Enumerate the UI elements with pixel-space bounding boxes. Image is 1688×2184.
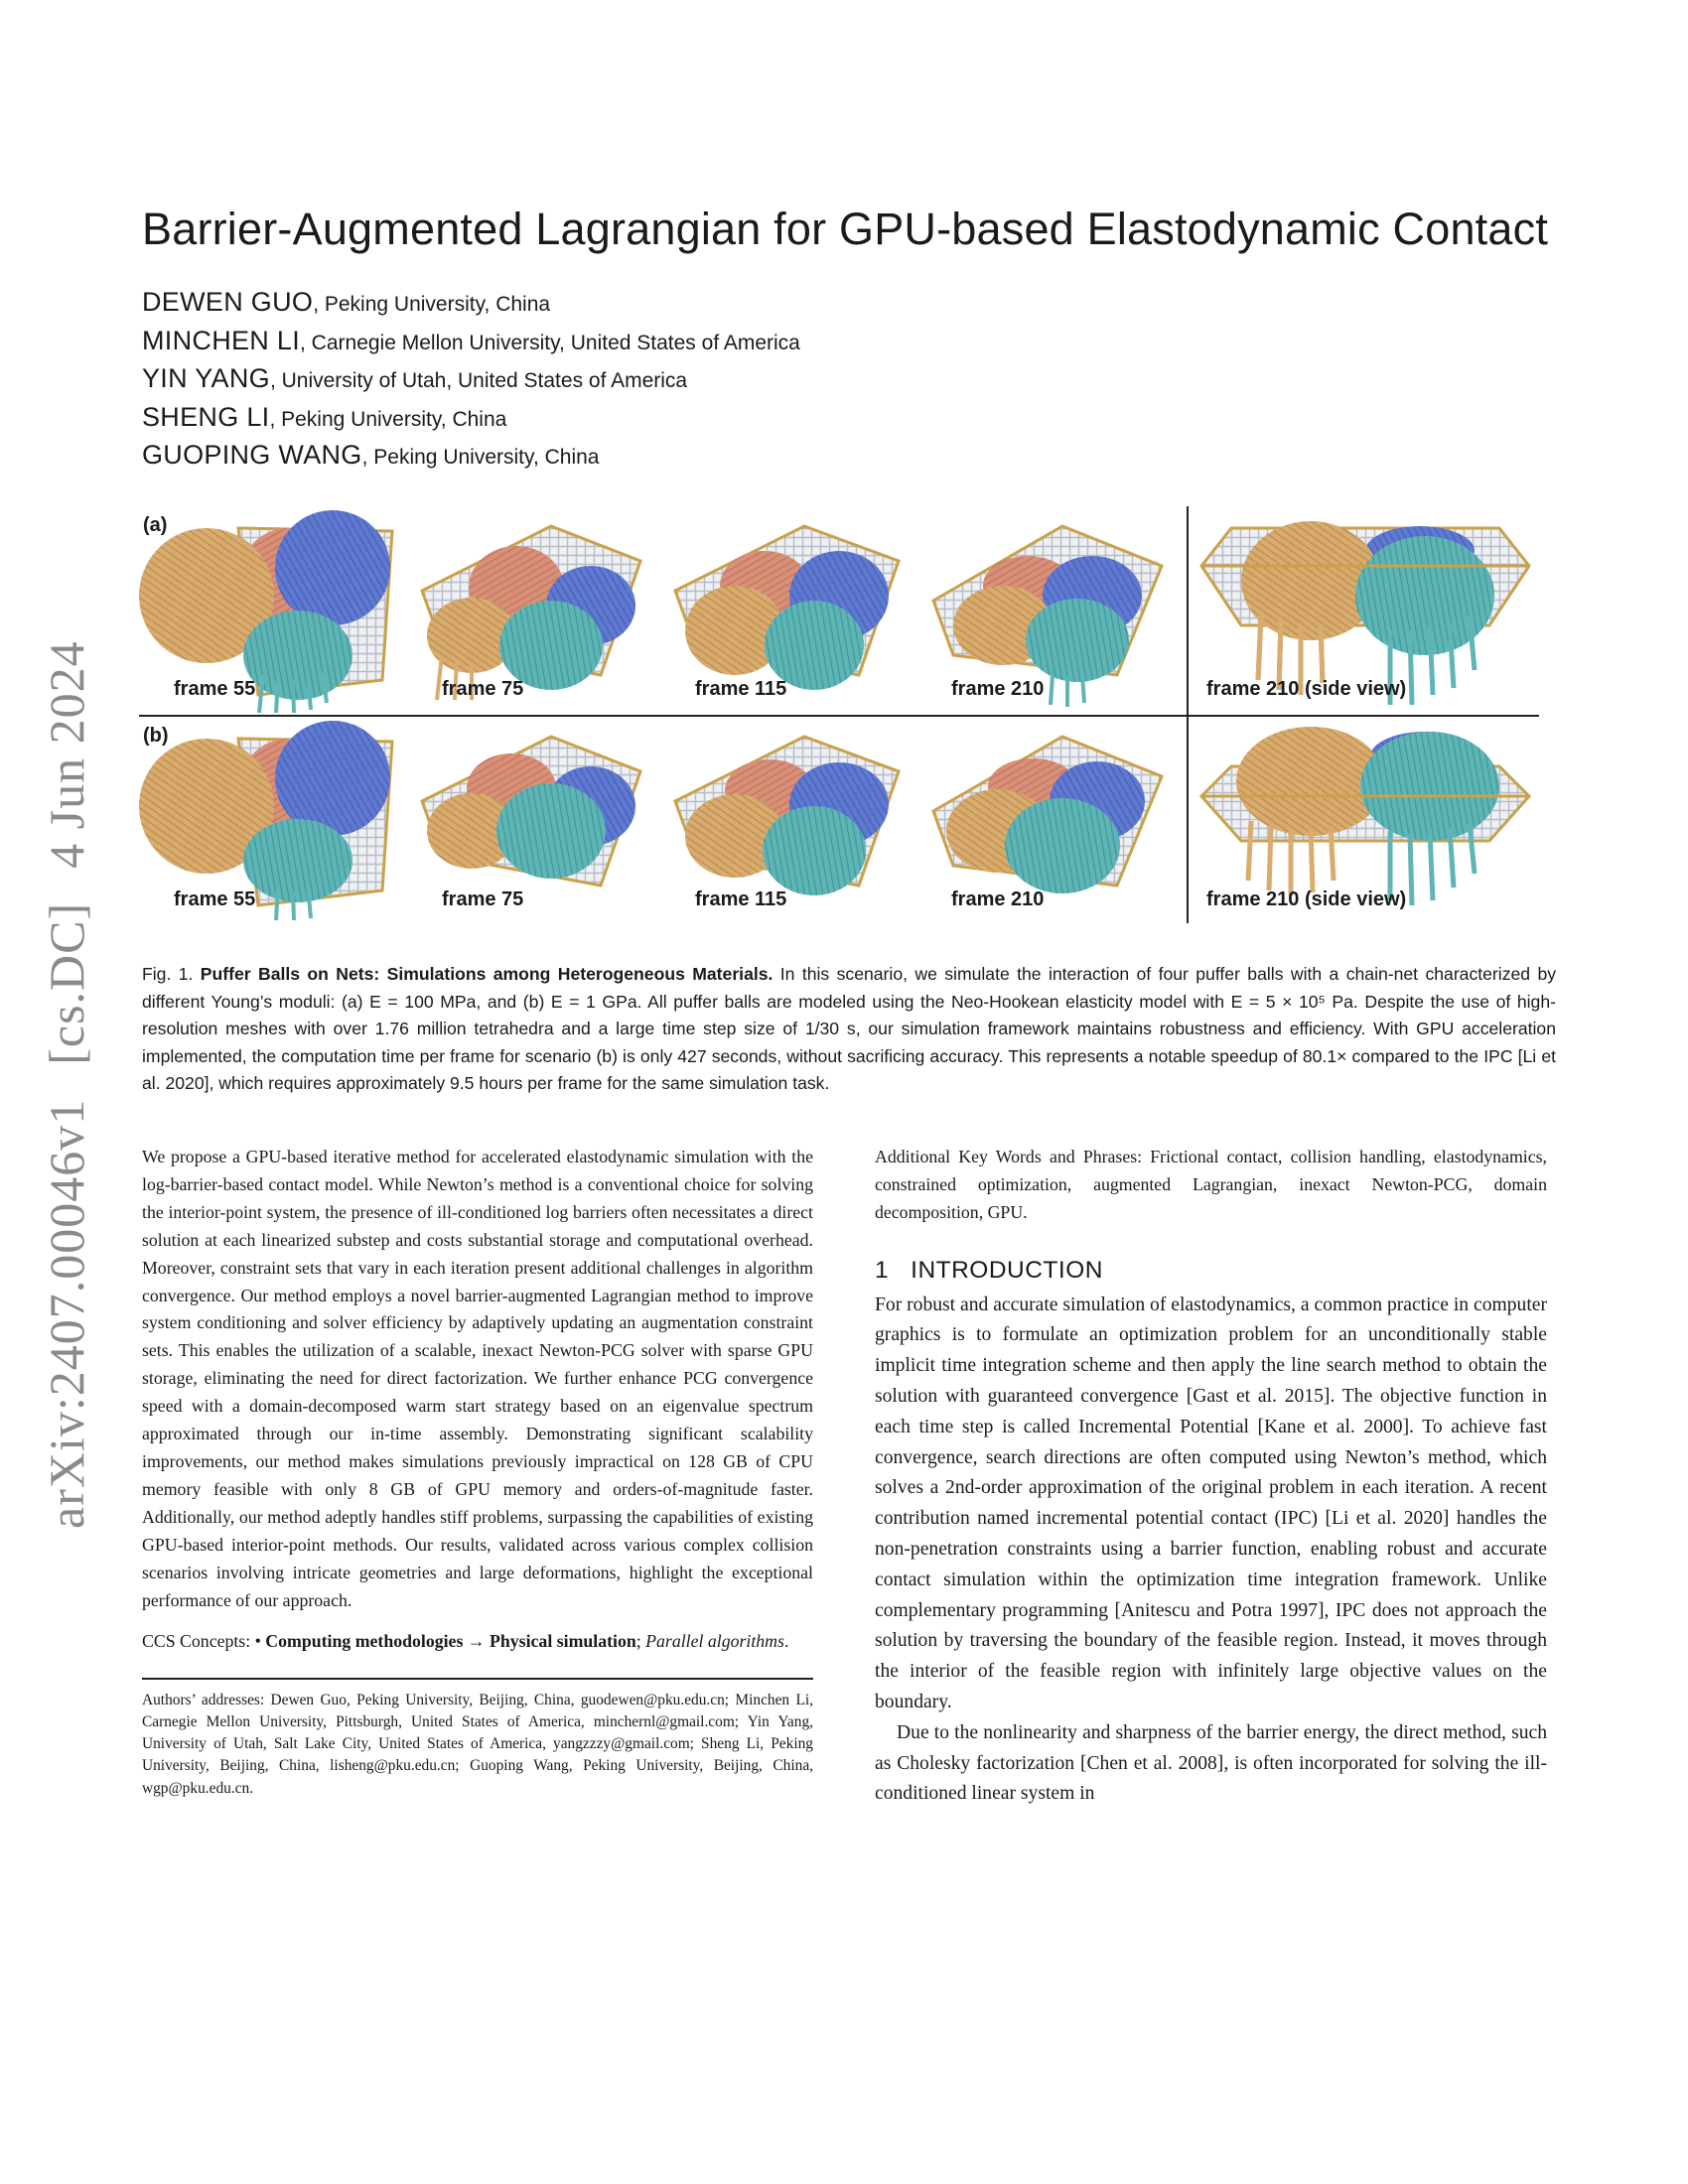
row-label: (b) (143, 725, 169, 747)
panel-caption: frame 210 (side view) (1206, 678, 1407, 700)
render-panel-side-view (1192, 717, 1539, 925)
arxiv-category: [cs.DC] (39, 901, 94, 1065)
figure-row-b (139, 717, 1539, 925)
row-label: (a) (143, 514, 168, 536)
author-affiliation: , Peking University, China (313, 293, 551, 316)
author-affiliation: , Peking University, China (269, 407, 507, 431)
panel-caption: frame 210 (side view) (1206, 888, 1407, 910)
panel-caption: frame 75 (442, 888, 524, 910)
render-panel-frame-75 (402, 506, 655, 715)
footnote-rule (142, 1678, 813, 1680)
ccs-concept-primary: Computing methodologies → Physical simulation (265, 1631, 636, 1652)
paper-title: Barrier-Augmented Lagrangian for GPU-based Elastodynamic Contact (142, 204, 1549, 254)
author-name: SHENG LI (142, 401, 270, 432)
left-column (142, 1144, 813, 1800)
render-panel-frame-210 (914, 717, 1187, 925)
puffer-balls-render (402, 717, 655, 925)
puffer-balls-render (402, 506, 655, 715)
ccs-prefix: CCS Concepts: • (142, 1631, 266, 1652)
additional-keywords: Additional Key Words and Phrases: Frictional contact, collision handling, elastodynamics, constrained optimization, augmented Lagrangian, inexact Newton-PCG, domain decomposition, GPU. (875, 1147, 1547, 1222)
section-title: INTRODUCTION (911, 1256, 1103, 1284)
panel-caption: frame 115 (695, 678, 787, 700)
figure-label: Fig. 1. (142, 964, 194, 984)
render-panel-frame-115 (655, 506, 914, 715)
author-entry (142, 398, 800, 437)
section-heading-introduction (875, 1257, 1547, 1285)
arxiv-date: 4 Jun 2024 (39, 640, 94, 869)
author-affiliation: , Carnegie Mellon University, United States of America (300, 331, 800, 354)
figure-horizontal-divider (139, 715, 1539, 717)
author-affiliation: , University of Utah, United States of America (269, 369, 688, 392)
render-panel-frame-55 (139, 506, 402, 715)
figure-1 (139, 506, 1539, 923)
render-panel-frame-55 (139, 717, 402, 925)
ccs-concepts (142, 1628, 813, 1656)
author-name: GUOPING WANG (142, 440, 362, 470)
panel-caption: frame 55 (174, 678, 256, 700)
figure-caption-text: In this scenario, we simulate the interaction of four puffer balls with a chain-net characterized by different Young’s moduli: (a) E = 100 MPa, and (b) E = 1 GPa. All puffer balls are modeled using the Neo-Hookean elasticity model with E = 5 × 10⁵ Pa. Despite the use of high-resolution meshes with over 1.76 million tetrahedra and a large time step size of 1/30 s, our simulation framework maintains robustness and efficiency. With GPU acceleration implemented, the computation time per frame for scenario (b) is only 427 seconds, without sacrificing accuracy. This represents a notable speedup of 80.1× compared to the IPC [Li et al. 2020], which requires approximately 9.5 hours per frame for the same simulation task. (142, 964, 1557, 1094)
authors-addresses-footnote: Authors’ addresses: Dewen Guo, Peking University, Beijing, China, guodewen@pku.edu.cn; Minchen Li, Carnegie Mellon University, Pittsburgh, United States of America, minchernl@gmail.com; Yin Yang, University of Utah, Salt Lake City, United States of America, yangzzzy@gmail.com; Sheng Li, Peking University, Beijing, China, lisheng@pku.edu.cn; Guoping Wang, Peking University, Beijing, China, wgp@pku.edu.cn. (142, 1691, 813, 1797)
intro-paragraph: For robust and accurate simulation of elastodynamics, a common practice in computer graphics is to formulate an optimization problem for an unconditionally stable implicit time integration scheme and then apply the line search method to obtain the solution with guaranteed convergence [Gast et al. 2015]. The objective function in each time step is called Incremental Potential [Kane et al. 2000]. To achieve fast convergence, search directions are often computed using Newton’s method, which solves a 2nd-order approximation of the original problem in each iteration. A recent contribution named incremental potential contact (IPC) [Li et al. 2020] handles the non-penetration constraints using a barrier function, enabling robust and accurate contact simulation within the optimization time integration framework. Unlike complementary programming [Anitescu and Potra 1997], IPC does not approach the solution by traversing the boundary of the feasible region. Instead, it moves through the interior of the feasible region with infinitely large objective values on the boundary. (875, 1294, 1547, 1712)
panel-caption: frame 75 (442, 678, 524, 700)
render-panel-side-view (1192, 506, 1539, 715)
panel-caption: frame 210 (951, 888, 1045, 910)
author-name: DEWEN GUO (142, 287, 314, 317)
author-entry (142, 322, 800, 360)
section-number: 1 (875, 1256, 890, 1284)
render-panel-frame-115 (655, 717, 914, 925)
panel-caption: frame 210 (951, 678, 1045, 700)
author-entry (142, 436, 800, 475)
panel-caption: frame 115 (695, 888, 787, 910)
arxiv-id: arXiv:2407.00046v1 (39, 1098, 94, 1529)
arxiv-stamp (38, 607, 95, 1529)
author-name: MINCHEN LI (142, 325, 301, 355)
figure-caption-title: Puffer Balls on Nets: Simulations among Heterogeneous Materials. (200, 964, 774, 984)
ccs-separator: ; (635, 1631, 646, 1652)
render-panel-frame-210 (914, 506, 1187, 715)
author-name: YIN YANG (142, 363, 270, 393)
abstract (142, 1144, 813, 1656)
author-affiliation: , Peking University, China (361, 446, 600, 469)
panel-caption: frame 55 (174, 888, 256, 910)
author-entry (142, 359, 800, 398)
ccs-end: . (783, 1631, 789, 1652)
figure-row-a (139, 506, 1539, 715)
ccs-concept-secondary: Parallel algorithms (645, 1631, 784, 1652)
figure-caption (142, 961, 1556, 1098)
abstract-text: We propose a GPU-based iterative method for accelerated elastodynamic simulation with the log-barrier-based contact model. While Newton’s method is a conventional choice for solving the interior-point system, the presence of ill-conditioned log barriers often necessitates a direct solution at each linearized substep and costs substantial storage and computational overhead. Moreover, constraint sets that vary in each iteration present additional challenges in algorithm convergence. Our method employs a novel barrier-augmented Lagrangian method to improve system conditioning and solver efficiency by adaptively updating an augmentation constraint sets. This enables the utilization of a scalable, inexact Newton-PCG solver with sparse GPU storage, eliminating the need for direct factorization. We further enhance PCG convergence speed with a domain-decomposed warm start strategy based on an eigenvalue spectrum approximated through our in-time assembly. Demonstrating significant scalability improvements, our method makes simulations previously impractical on 128 GB of CPU memory feasible with only 8 GB of GPU memory and orders-of-magnitude faster. Additionally, our method adeptly handles stiff problems, surpassing the capabilities of existing GPU-based interior-point methods. Our results, validated across various complex collision scenarios involving intricate geometries and large deformations, highlight the exceptional performance of our approach. (142, 1147, 813, 1610)
render-panel-frame-75 (402, 717, 655, 925)
author-list (142, 283, 800, 475)
intro-paragraph: Due to the nonlinearity and sharpness of the barrier energy, the direct method, such as Cholesky factorization [Chen et al. 2008], is often incorporated for solving the ill-conditioned linear system in (875, 1721, 1547, 1805)
introduction-body (875, 1291, 1547, 1811)
right-column (875, 1144, 1547, 1810)
author-entry (142, 283, 800, 322)
